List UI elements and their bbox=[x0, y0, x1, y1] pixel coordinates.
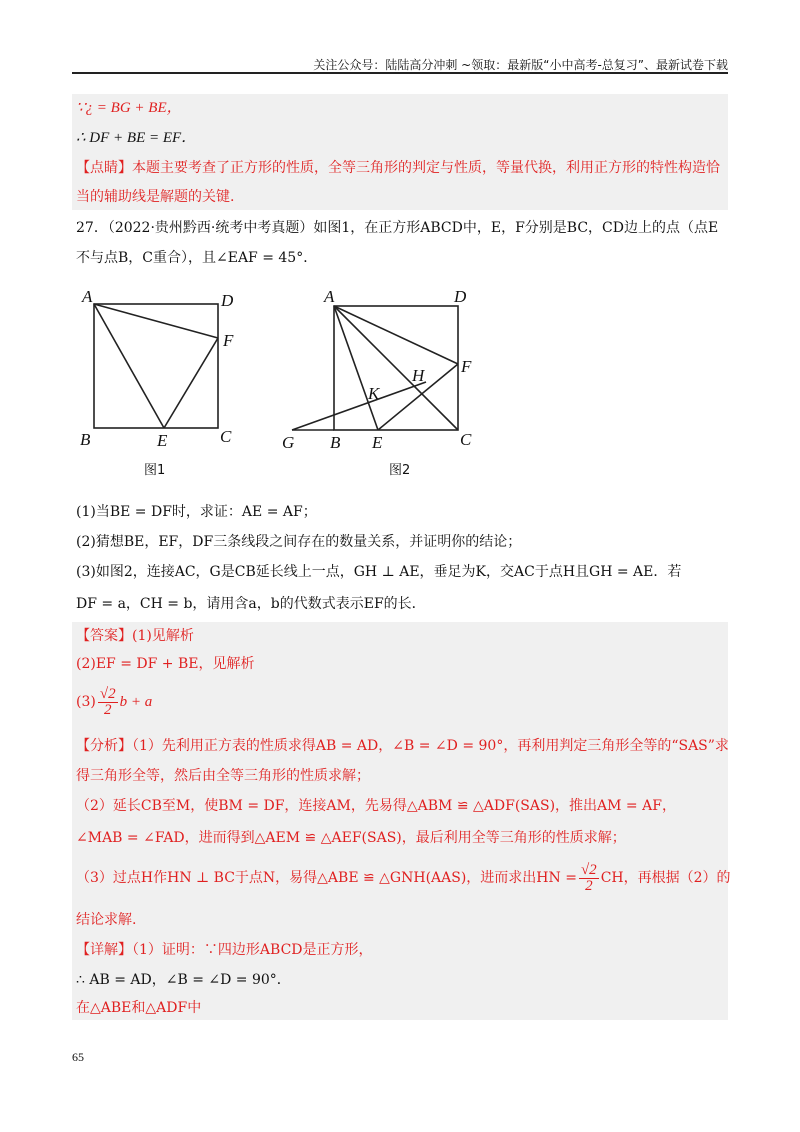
segment-ac bbox=[334, 306, 458, 430]
figure-2 bbox=[276, 284, 486, 454]
question-line-1: 27．（2022·贵州黔西·统考中考真题）如图1，在正方形ABCD中，E，F分别是BC，CD边上的点（点E bbox=[76, 220, 719, 236]
analysis-line-3: （2）延长CB至M，使BM = DF，连接AM，先易得△ABM ≌ △ADF(SAS)，推出AM = AF， bbox=[76, 798, 676, 814]
answer-1: 【答案】(1)见解析 bbox=[76, 628, 194, 644]
answer-2: (2)EF = DF + BE，见解析 bbox=[76, 656, 255, 672]
answer-3 bbox=[76, 682, 152, 722]
segment-ae-2 bbox=[334, 306, 378, 430]
label-h: H bbox=[412, 366, 425, 385]
part-3-line-2: DF = a，CH = b，请用含a，b的代数式表示EF的长． bbox=[76, 596, 426, 612]
analysis-5-suffix: CH，再根据（2）的 bbox=[600, 870, 731, 886]
segment-ef bbox=[164, 338, 218, 428]
label-d-2: D bbox=[454, 287, 467, 306]
analysis-line-5 bbox=[76, 858, 731, 898]
segment-ae bbox=[94, 304, 164, 428]
prev-line-1: ∵¿ = BG + BE， bbox=[76, 100, 182, 116]
comment-line-2: 当的辅助线是解题的关键. bbox=[76, 189, 235, 205]
header-rule bbox=[72, 72, 728, 74]
answer-3-fraction bbox=[98, 687, 118, 718]
label-a: A bbox=[82, 287, 93, 306]
label-c: C bbox=[220, 427, 232, 446]
analysis-5-fraction bbox=[579, 863, 599, 894]
label-k: K bbox=[368, 384, 380, 403]
answer-3-suffix: b + a bbox=[119, 694, 153, 710]
prev-line-2: ∴ DF + BE = EF． bbox=[76, 130, 197, 146]
part-1: (1)当BE = DF时，求证：AE = AF； bbox=[76, 504, 317, 520]
square-abcd bbox=[94, 304, 218, 428]
answer-3-denominator: 2 bbox=[103, 701, 112, 718]
label-f: F bbox=[223, 331, 234, 350]
label-b-2: B bbox=[330, 433, 341, 452]
label-e: E bbox=[157, 431, 168, 450]
label-e-2: E bbox=[372, 433, 383, 452]
segment-af bbox=[94, 304, 218, 338]
segment-af-2 bbox=[334, 306, 458, 364]
label-g: G bbox=[282, 433, 295, 452]
figure-1-caption: 图1 bbox=[144, 463, 166, 478]
figure-2-caption: 图2 bbox=[389, 463, 411, 478]
analysis-line-6: 结论求解. bbox=[76, 912, 137, 928]
analysis-5-prefix: （3）过点H作HN ⊥ BC于点N，易得△ABE ≌ △GNH(AAS)，进而求出HN = bbox=[76, 870, 577, 886]
analysis-line-1: 【分析】（1）先利用正方表的性质求得AB = AD，∠B = ∠D = 90°，再利用判定三角形全等的“SAS”求 bbox=[76, 738, 729, 754]
detail-line-1: 【详解】（1）证明：∵四边形ABCD是正方形， bbox=[76, 942, 373, 958]
answer-3-prefix: (3) bbox=[76, 694, 96, 710]
page-header: 关注公众号：陆陆高分冲刺 ~领取：最新版“小中高考-总复习”、最新试卷下载 bbox=[313, 58, 728, 72]
label-d: D bbox=[221, 291, 234, 310]
part-2: (2)猜想BE，EF，DF三条线段之间存在的数量关系，并证明你的结论； bbox=[76, 534, 522, 550]
comment-line-1: 【点睛】本题主要考查了正方形的性质，全等三角形的判定与性质，等量代换，利用正方形的特性构造恰 bbox=[76, 160, 720, 176]
label-a-2: A bbox=[324, 287, 335, 306]
question-line-2: 不与点B，C重合），且∠EAF = 45°． bbox=[76, 250, 318, 266]
analysis-5-denominator: 2 bbox=[585, 877, 593, 894]
answer-block bbox=[72, 622, 728, 1020]
detail-line-2: ∴ AB = AD，∠B = ∠D = 90°． bbox=[76, 972, 291, 988]
part-3-line-1: (3)如图2，连接AC，G是CB延长线上一点，GH ⊥ AE，垂足为K，交AC于点H且GH = AE．若 bbox=[76, 564, 682, 580]
page-number: 65 bbox=[72, 1050, 84, 1064]
analysis-5-numerator: √2 bbox=[580, 861, 597, 878]
figure-1 bbox=[72, 284, 262, 454]
label-b: B bbox=[80, 430, 91, 449]
label-c-2: C bbox=[460, 430, 472, 449]
answer-3-numerator: √2 bbox=[99, 685, 116, 702]
detail-line-3: 在△ABE和△ADF中 bbox=[76, 1000, 202, 1016]
analysis-line-4: ∠MAB = ∠FAD，进而得到△AEM ≌ △AEF(SAS)，最后利用全等三角形的性质求解； bbox=[76, 830, 626, 846]
analysis-line-2: 得三角形全等，然后由全等三角形的性质求解； bbox=[76, 768, 370, 784]
label-f-2: F bbox=[461, 357, 472, 376]
